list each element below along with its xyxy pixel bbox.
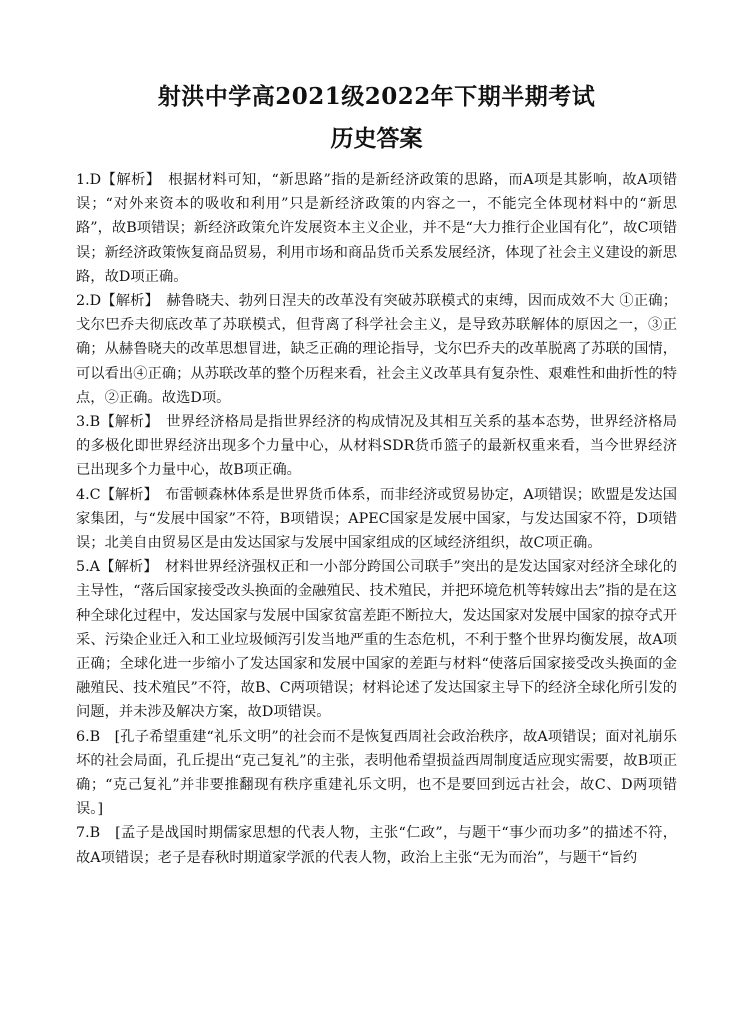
answer-subtitle: 历史答案 xyxy=(330,125,423,152)
answer-item-4: 4.C【解析】 布雷顿森林体系是世界货币体系，而非经济或贸易协定，A项错误；欧盟是发达国家集团，与“发展中国家”不符，B项错误；APEC国家是发展中国家，与发达国家不符，D项错误；北美自由贸易区是由发达国家与发展中国家组成的区域经济组织，故C项正确。 xyxy=(76,486,677,552)
exam-title: 射洪中学高2021级2022年下期半期考试 xyxy=(157,83,596,110)
answer-item-5: 5.A【解析】 材料世界经济强权正和一小部分跨国公司联手”突出的是发达国家对经济全球化的主导性，“落后国家接受改头换面的金融殖民、技术殖民，并把环境危机等转嫁出去”指的是在这种全球化过程中，发达国家与发展中国家贫富差距不断拉大，发达国家对发展中国家的掠夺式开采、污染企业迁入和工业垃圾倾泻引发当地严重的生态危机，不利于整个世界均衡发展，故A项正确；全球化进一步缩小了发达国家和发展中国家的差距与材料“使落后国家接受改头换面的金融殖民、技术殖民”不符，故B、C两项错误；材料论述了发达国家主导下的经济全球化所引发的问题，并未涉及解决方案，故D项错误。 xyxy=(76,559,677,721)
answer-list xyxy=(76,168,677,870)
answer-item-7: 7.B [孟子是战国时期儒家思想的代表人物，主张“仁政”，与题干“事少而功多”的描述不符，故A项错误；老子是春秋时期道家学派的代表人物，政治上主张“无为而治”，与题干“旨约 xyxy=(76,825,677,866)
answer-item-1: 1.D【解析】 根据材料可知，“新思路”指的是新经济政策的思路，而A项是其影响，故A项错误；“对外来资本的吸收和利用”只是新经济政策的内容之一，不能完全体现材料中的“新思路”，故B项错误；新经济政策允许发展资本主义企业，并不是“大力推行企业国有化”，故C项错误；新经济政策恢复商品贸易，利用市场和商品货币关系发展经济，体现了社会主义建设的新思路，故D项正确。 xyxy=(76,172,677,285)
answer-item-3: 3.B【解析】 世界经济格局是指世界经济的构成情况及其相互关系的基本态势，世界经济格局的多极化即世界经济出现多个力量中心，从材料SDR货币篮子的最新权重来看，当今世界经济已出现多个力量中心，故B项正确。 xyxy=(76,414,677,479)
answer-item-6: 6.B [孔子希望重建“礼乐文明”的社会而不是恢复西周社会政治秩序，故A项错误；面对礼崩乐坏的社会局面，孔丘提出“克己复礼”的主张，表明他希望损益西周制度适应现实需要，故B项正确；“克己复礼”并非要推翻现有秩序重建礼乐文明，也不是要回到远古社会，故C、D两项错误。] xyxy=(76,728,677,818)
answer-item-2: 2.D【解析】 赫鲁晓夫、勃列日涅夫的改革没有突破苏联模式的束缚，因而成效不大 ①正确；戈尔巴乔夫彻底改革了苏联模式，但背离了科学社会主义，是导致苏联解体的原因之一，③正确；从赫鲁晓夫的改革思想冒进，缺乏正确的理论指导，戈尔巴乔夫的改革脱离了苏联的国情，可以看出④正确；从苏联改革的整个历程来看，社会主义改革具有复杂性、艰难性和曲折性的特点，②正确。故选D项。 xyxy=(76,293,677,406)
